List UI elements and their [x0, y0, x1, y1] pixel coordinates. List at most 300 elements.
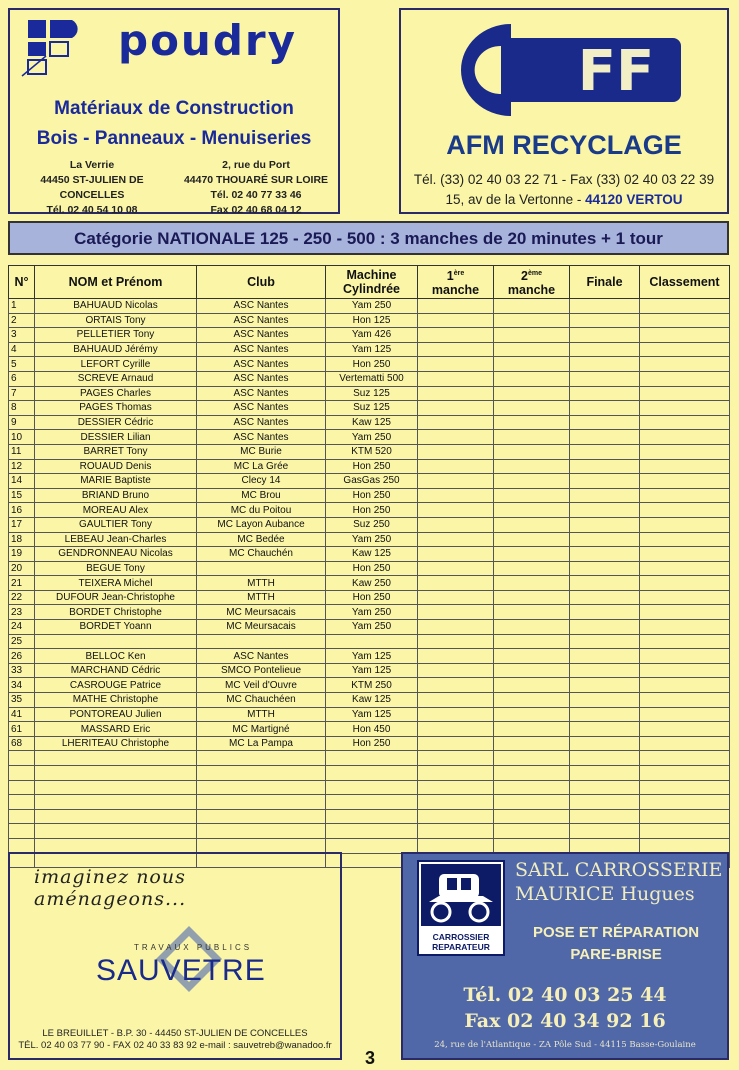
- carrossier-badge: [417, 860, 505, 956]
- cell-finale: [570, 517, 640, 532]
- cell-club: MC Layon Aubance: [197, 517, 326, 532]
- cell-machine: GasGas 250: [326, 474, 418, 489]
- cell-club: MC Brou: [197, 488, 326, 503]
- cell-machine: Hon 250: [326, 459, 418, 474]
- badge-line: REPARATEUR: [432, 942, 490, 952]
- cell-club: [197, 838, 326, 853]
- cell-num: 1: [9, 299, 35, 314]
- cell-classement: [640, 809, 730, 824]
- cell-classement: [640, 415, 730, 430]
- table-row: [9, 415, 730, 430]
- cell-classement: [640, 430, 730, 445]
- cell-classement: [640, 766, 730, 781]
- col-header-finale: Finale: [570, 266, 640, 299]
- cell-name: MATHE Christophe: [35, 693, 197, 708]
- cell-finale: [570, 766, 640, 781]
- cell-finale: [570, 795, 640, 810]
- cell-manche1: [418, 766, 494, 781]
- carrosserie-owner: MAURICE Hugues: [515, 883, 695, 905]
- cell-manche2: [494, 401, 570, 416]
- cell-name: BAHUAUD Jérémy: [35, 342, 197, 357]
- afm-address: [401, 190, 727, 210]
- cell-name: ROUAUD Denis: [35, 459, 197, 474]
- cell-manche2: [494, 693, 570, 708]
- cell-manche1: [418, 386, 494, 401]
- cell-num: 18: [9, 532, 35, 547]
- cell-machine: Hon 450: [326, 722, 418, 737]
- cell-machine: Vertematti 500: [326, 371, 418, 386]
- cell-classement: [640, 707, 730, 722]
- cell-machine: KTM 520: [326, 444, 418, 459]
- cell-club: ASC Nantes: [197, 386, 326, 401]
- cell-num: [9, 838, 35, 853]
- cell-classement: [640, 401, 730, 416]
- cell-finale: [570, 605, 640, 620]
- cell-num: [9, 795, 35, 810]
- cell-finale: [570, 707, 640, 722]
- cell-machine: Yam 250: [326, 532, 418, 547]
- cell-machine: Suz 250: [326, 517, 418, 532]
- cell-manche2: [494, 736, 570, 751]
- cell-manche2: [494, 430, 570, 445]
- cell-club: ASC Nantes: [197, 313, 326, 328]
- cell-name: CASROUGE Patrice: [35, 678, 197, 693]
- cell-name: [35, 809, 197, 824]
- cell-club: MC La Pampa: [197, 736, 326, 751]
- cell-classement: [640, 357, 730, 372]
- cell-manche1: [418, 809, 494, 824]
- cell-machine: Yam 125: [326, 649, 418, 664]
- cell-classement: [640, 693, 730, 708]
- cell-manche1: [418, 503, 494, 518]
- cell-finale: [570, 371, 640, 386]
- table-row: [9, 561, 730, 576]
- table-row: [9, 634, 730, 649]
- cell-club: ASC Nantes: [197, 371, 326, 386]
- cell-manche1: [418, 401, 494, 416]
- cell-finale: [570, 342, 640, 357]
- cell-classement: [640, 299, 730, 314]
- col-header-club: Club: [197, 266, 326, 299]
- cell-machine: Hon 250: [326, 736, 418, 751]
- carriage-icon: [419, 862, 503, 928]
- cell-machine: Hon 250: [326, 357, 418, 372]
- cell-name: PAGES Thomas: [35, 401, 197, 416]
- cell-name: SCREVE Arnaud: [35, 371, 197, 386]
- sauvetre-slogan: imaginez nous aménageons...: [34, 866, 187, 910]
- table-row: [9, 371, 730, 386]
- cell-finale: [570, 561, 640, 576]
- cell-classement: [640, 371, 730, 386]
- table-row: [9, 313, 730, 328]
- cell-club: MTTH: [197, 707, 326, 722]
- table-row: [9, 488, 730, 503]
- cell-manche2: [494, 838, 570, 853]
- cell-name: BORDET Christophe: [35, 605, 197, 620]
- cell-num: [9, 751, 35, 766]
- cell-manche2: [494, 488, 570, 503]
- table-row: [9, 517, 730, 532]
- cell-manche1: [418, 590, 494, 605]
- cell-finale: [570, 328, 640, 343]
- cell-club: MC Chauchén: [197, 547, 326, 562]
- cell-club: MC du Poitou: [197, 503, 326, 518]
- cell-name: [35, 751, 197, 766]
- cell-club: MC Bedée: [197, 532, 326, 547]
- cell-num: 10: [9, 430, 35, 445]
- col-header-classement: Classement: [640, 266, 730, 299]
- cell-classement: [640, 605, 730, 620]
- cell-manche2: [494, 634, 570, 649]
- cell-manche2: [494, 722, 570, 737]
- cell-manche2: [494, 444, 570, 459]
- cell-manche2: [494, 371, 570, 386]
- cell-club: ASC Nantes: [197, 357, 326, 372]
- cell-num: 25: [9, 634, 35, 649]
- cell-club: MC Meursacais: [197, 620, 326, 635]
- table-row: [9, 678, 730, 693]
- cell-manche1: [418, 415, 494, 430]
- cell-manche2: [494, 663, 570, 678]
- cell-manche1: [418, 649, 494, 664]
- cell-classement: [640, 795, 730, 810]
- cell-manche1: [418, 488, 494, 503]
- cell-club: ASC Nantes: [197, 328, 326, 343]
- table-row: [9, 649, 730, 664]
- cell-manche2: [494, 824, 570, 839]
- cell-manche1: [418, 663, 494, 678]
- table-row: [9, 663, 730, 678]
- afm-recyclage-ad: [399, 8, 729, 214]
- cell-club: Clecy 14: [197, 474, 326, 489]
- category-title: Catégorie NATIONALE 125 - 250 - 500 : 3 manches de 20 minutes + 1 tour: [74, 229, 663, 248]
- cell-machine: [326, 766, 418, 781]
- cell-manche1: [418, 444, 494, 459]
- cell-machine: Hon 125: [326, 313, 418, 328]
- cell-finale: [570, 780, 640, 795]
- cell-num: 14: [9, 474, 35, 489]
- cell-finale: [570, 547, 640, 562]
- cell-manche1: [418, 328, 494, 343]
- cell-manche1: [418, 357, 494, 372]
- cell-club: SMCO Pontelieue: [197, 663, 326, 678]
- table-row: [9, 459, 730, 474]
- cell-club: MC Martigné: [197, 722, 326, 737]
- cell-num: 22: [9, 590, 35, 605]
- page-number: 3: [365, 1048, 376, 1068]
- cell-finale: [570, 386, 640, 401]
- cell-name: PAGES Charles: [35, 386, 197, 401]
- carrosserie-service: [533, 922, 699, 966]
- cell-num: [9, 824, 35, 839]
- cell-num: 8: [9, 401, 35, 416]
- cell-club: [197, 766, 326, 781]
- cell-name: MASSARD Eric: [35, 722, 197, 737]
- afm-logo-icon: [441, 18, 691, 122]
- cell-name: MARIE Baptiste: [35, 474, 197, 489]
- cell-machine: [326, 824, 418, 839]
- cell-name: [35, 795, 197, 810]
- poudry-logo-icon: [20, 16, 86, 78]
- cell-club: MC Veil d'Ouvre: [197, 678, 326, 693]
- cell-manche1: [418, 795, 494, 810]
- sauvetre-contact-line: TÉL. 02 40 03 77 90 - FAX 02 40 33 83 92 e-mail : sauvetreb@wanadoo.fr: [18, 1040, 332, 1051]
- cell-club: MC La Grée: [197, 459, 326, 474]
- cell-finale: [570, 357, 640, 372]
- cell-machine: Yam 125: [326, 342, 418, 357]
- cell-finale: [570, 736, 640, 751]
- cell-machine: [326, 809, 418, 824]
- cell-club: [197, 824, 326, 839]
- cell-manche2: [494, 780, 570, 795]
- cell-machine: [326, 795, 418, 810]
- manche2-sup: ème: [527, 269, 542, 277]
- cell-classement: [640, 444, 730, 459]
- cell-finale: [570, 444, 640, 459]
- cell-finale: [570, 401, 640, 416]
- cell-classement: [640, 328, 730, 343]
- cell-finale: [570, 751, 640, 766]
- cell-club: MC Chauchéen: [197, 693, 326, 708]
- cell-finale: [570, 299, 640, 314]
- table-body: [9, 299, 730, 868]
- cell-manche1: [418, 299, 494, 314]
- manche1-sup: ère: [453, 269, 465, 277]
- cell-classement: [640, 678, 730, 693]
- table-row: [9, 576, 730, 591]
- cell-machine: Yam 250: [326, 299, 418, 314]
- cell-classement: [640, 561, 730, 576]
- cell-finale: [570, 313, 640, 328]
- cell-machine: Kaw 125: [326, 693, 418, 708]
- cell-finale: [570, 838, 640, 853]
- poudry-address-right: [176, 158, 336, 218]
- cell-machine: Yam 426: [326, 328, 418, 343]
- cell-name: LEFORT Cyrille: [35, 357, 197, 372]
- cell-machine: Hon 250: [326, 503, 418, 518]
- cell-finale: [570, 532, 640, 547]
- cell-name: GENDRONNEAU Nicolas: [35, 547, 197, 562]
- cell-num: 34: [9, 678, 35, 693]
- poudry-right-line: Fax 02 40 68 04 12: [210, 204, 302, 216]
- cell-manche1: [418, 678, 494, 693]
- cell-manche2: [494, 517, 570, 532]
- cell-num: 17: [9, 517, 35, 532]
- cell-name: BORDET Yoann: [35, 620, 197, 635]
- poudry-tagline-1: Matériaux de Construction: [54, 98, 294, 119]
- cell-machine: [326, 751, 418, 766]
- table-row: [9, 532, 730, 547]
- cell-manche1: [418, 371, 494, 386]
- cell-club: [197, 561, 326, 576]
- cell-club: ASC Nantes: [197, 401, 326, 416]
- cell-manche2: [494, 313, 570, 328]
- cell-manche2: [494, 766, 570, 781]
- table-row: [9, 590, 730, 605]
- poudry-right-line: 2, rue du Port: [222, 159, 290, 171]
- cell-manche1: [418, 313, 494, 328]
- cell-num: [9, 809, 35, 824]
- col-header-machine: [326, 266, 418, 299]
- cell-finale: [570, 678, 640, 693]
- badge-text: [419, 932, 503, 952]
- table-row: [9, 328, 730, 343]
- cell-manche1: [418, 736, 494, 751]
- cell-manche2: [494, 459, 570, 474]
- cell-machine: KTM 250: [326, 678, 418, 693]
- cell-manche2: [494, 328, 570, 343]
- table-row: [9, 780, 730, 795]
- cell-manche1: [418, 547, 494, 562]
- table-row: [9, 824, 730, 839]
- carrosserie-fax: Fax 02 40 34 92 16: [464, 1010, 666, 1032]
- table-row: [9, 547, 730, 562]
- cell-manche1: [418, 620, 494, 635]
- cell-num: 5: [9, 357, 35, 372]
- sauvetre-name: SAUVETRE: [96, 954, 266, 987]
- cell-manche1: [418, 474, 494, 489]
- cell-name: [35, 634, 197, 649]
- cell-finale: [570, 824, 640, 839]
- cell-machine: Yam 125: [326, 707, 418, 722]
- cell-num: 3: [9, 328, 35, 343]
- cell-machine: [326, 838, 418, 853]
- cell-classement: [640, 722, 730, 737]
- poudry-right-line: Tél. 02 40 77 33 46: [210, 189, 302, 201]
- cell-manche2: [494, 590, 570, 605]
- cell-manche2: [494, 386, 570, 401]
- cell-finale: [570, 649, 640, 664]
- cell-classement: [640, 663, 730, 678]
- cell-num: 11: [9, 444, 35, 459]
- cell-finale: [570, 576, 640, 591]
- cell-manche2: [494, 751, 570, 766]
- cell-name: BELLOC Ken: [35, 649, 197, 664]
- cell-manche2: [494, 532, 570, 547]
- table-row: [9, 474, 730, 489]
- cell-club: [197, 795, 326, 810]
- table-row: [9, 693, 730, 708]
- manche2-label: manche: [507, 283, 556, 298]
- manche1-label: manche: [431, 283, 480, 298]
- poudry-brand: poudry: [118, 16, 297, 65]
- cell-name: DUFOUR Jean-Christophe: [35, 590, 197, 605]
- table-row: [9, 736, 730, 751]
- cell-classement: [640, 386, 730, 401]
- table-row: [9, 766, 730, 781]
- cell-classement: [640, 313, 730, 328]
- afm-brand: AFM RECYCLAGE: [446, 130, 682, 160]
- table-row: [9, 430, 730, 445]
- cell-finale: [570, 722, 640, 737]
- cell-machine: Hon 250: [326, 561, 418, 576]
- cell-num: 41: [9, 707, 35, 722]
- cell-finale: [570, 663, 640, 678]
- cell-classement: [640, 838, 730, 853]
- cell-num: 35: [9, 693, 35, 708]
- cell-manche1: [418, 459, 494, 474]
- poudry-tagline-2: Bois - Panneaux - Menuiseries: [36, 128, 312, 149]
- carrosserie-phones: [403, 982, 727, 1034]
- cell-classement: [640, 576, 730, 591]
- cell-club: ASC Nantes: [197, 415, 326, 430]
- table-row: [9, 809, 730, 824]
- col-header-manche2: [494, 266, 570, 299]
- cell-classement: [640, 342, 730, 357]
- cell-manche1: [418, 780, 494, 795]
- cell-num: 23: [9, 605, 35, 620]
- afm-address-city: 44120 VERTOU: [585, 192, 683, 207]
- table-row: [9, 357, 730, 372]
- cell-manche2: [494, 415, 570, 430]
- cell-machine: Kaw 125: [326, 547, 418, 562]
- cell-classement: [640, 736, 730, 751]
- cell-num: 19: [9, 547, 35, 562]
- afm-contact: [401, 170, 727, 210]
- cell-name: LEBEAU Jean-Charles: [35, 532, 197, 547]
- carrosserie-address: 24, rue de l'Atlantique - ZA Pôle Sud - 44115 Basse-Goulaine: [434, 1040, 696, 1050]
- cell-num: [9, 780, 35, 795]
- cell-manche2: [494, 503, 570, 518]
- cell-manche2: [494, 809, 570, 824]
- cell-club: [197, 634, 326, 649]
- cell-name: [35, 780, 197, 795]
- cell-classement: [640, 488, 730, 503]
- table-row: [9, 503, 730, 518]
- cell-finale: [570, 430, 640, 445]
- sauvetre-subtitle: TRAVAUX PUBLICS: [134, 943, 253, 952]
- table-row: [9, 401, 730, 416]
- cell-num: 15: [9, 488, 35, 503]
- manche2-num: 2: [521, 269, 528, 284]
- cell-manche2: [494, 299, 570, 314]
- cell-classement: [640, 503, 730, 518]
- cell-name: MARCHAND Cédric: [35, 663, 197, 678]
- cell-name: BAHUAUD Nicolas: [35, 299, 197, 314]
- cell-classement: [640, 751, 730, 766]
- cell-manche1: [418, 532, 494, 547]
- badge-line: CARROSSIER: [432, 932, 490, 942]
- cell-name: BRIAND Bruno: [35, 488, 197, 503]
- cell-machine: Kaw 125: [326, 415, 418, 430]
- cell-finale: [570, 693, 640, 708]
- cell-manche2: [494, 357, 570, 372]
- table-row: [9, 751, 730, 766]
- cell-name: [35, 838, 197, 853]
- table-row: [9, 342, 730, 357]
- table-header-row: [9, 266, 730, 299]
- table-row: [9, 838, 730, 853]
- cell-finale: [570, 488, 640, 503]
- cell-manche1: [418, 517, 494, 532]
- afm-phone: Tél. (33) 02 40 03 22 71 - Fax (33) 02 40 03 22 39: [413, 172, 715, 187]
- poudry-ad: [8, 8, 340, 214]
- cell-club: ASC Nantes: [197, 342, 326, 357]
- afm-logo-text: FF: [577, 39, 655, 104]
- cell-club: [197, 780, 326, 795]
- machine-label: Machine: [346, 268, 397, 282]
- table-row: [9, 795, 730, 810]
- cell-name: TEIXERA Michel: [35, 576, 197, 591]
- cell-finale: [570, 809, 640, 824]
- cell-classement: [640, 547, 730, 562]
- col-header-name: NOM et Prénom: [35, 266, 197, 299]
- cell-name: GAULTIER Tony: [35, 517, 197, 532]
- cell-manche2: [494, 707, 570, 722]
- cell-manche1: [418, 342, 494, 357]
- cell-name: BEGUE Tony: [35, 561, 197, 576]
- poudry-left-line: 44450 ST-JULIEN DE CONCELLES: [40, 174, 144, 201]
